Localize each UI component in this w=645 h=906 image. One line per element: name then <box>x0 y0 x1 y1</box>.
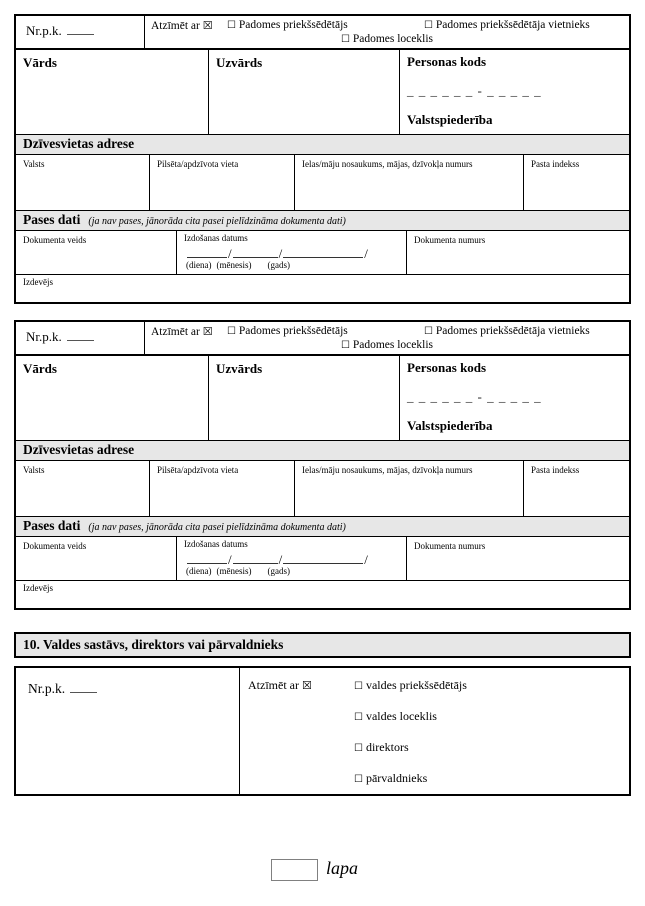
checkbox-icon[interactable]: ☐ <box>340 34 350 45</box>
council-member-block-2 <box>14 320 631 610</box>
role-option-board-member[interactable] <box>354 709 467 740</box>
checkbox-icon[interactable]: ☐ <box>227 20 236 31</box>
issuer-label: Izdevējs <box>23 277 53 287</box>
city-field[interactable] <box>150 155 295 210</box>
role-label: valdes loceklis <box>365 709 437 723</box>
page-number-box[interactable] <box>271 859 318 881</box>
name-row <box>16 356 629 441</box>
role-option-member[interactable] <box>145 339 629 351</box>
passport-note: (ja nav pases, jānorāda cita pasei pielīdzināma dokumenta dati) <box>88 216 346 227</box>
passport-section-header <box>16 517 629 537</box>
mark-with-text: Atzīmēt ar <box>151 326 200 338</box>
nr-pk-blank[interactable] <box>70 681 97 693</box>
city-label: Pilsēta/apdzīvota vieta <box>157 159 239 169</box>
section-10-block <box>14 666 631 796</box>
first-name-field[interactable] <box>16 50 209 134</box>
first-name-field[interactable] <box>16 356 209 440</box>
citizenship-label: Valstspiederība <box>407 112 493 127</box>
month-blank[interactable] <box>233 247 278 258</box>
role-option-manager[interactable] <box>354 771 467 802</box>
role-option-director[interactable] <box>354 740 467 771</box>
mark-with-label <box>151 19 213 32</box>
role-option-member[interactable] <box>145 33 629 45</box>
date-slash: / <box>278 552 283 567</box>
last-name-field[interactable] <box>209 50 400 134</box>
first-name-label: Vārds <box>23 55 57 70</box>
issue-date-field[interactable] <box>177 537 407 580</box>
mark-with-label <box>151 325 213 338</box>
street-field[interactable] <box>295 461 524 516</box>
checked-box-icon: ☒ <box>202 19 213 32</box>
address-section-header: Dzīvesvietas adrese <box>16 441 629 461</box>
council-member-block-1 <box>14 14 631 304</box>
nr-pk-cell <box>16 16 145 48</box>
role-label: pārvaldnieks <box>365 771 428 785</box>
nr-pk-label: Nr.p.k. <box>26 23 62 38</box>
passport-title: Pases dati <box>23 518 81 533</box>
passport-title: Pases dati <box>23 212 81 227</box>
postal-code-field[interactable] <box>524 155 629 210</box>
nr-pk-cell <box>16 668 240 794</box>
day-label: (diena) <box>186 260 212 270</box>
mark-with-text: Atzīmēt ar <box>248 678 299 692</box>
name-row <box>16 50 629 135</box>
street-field[interactable] <box>295 155 524 210</box>
passport-note: (ja nav pases, jānorāda cita pasei pielīdzināma dokumenta dati) <box>88 522 346 533</box>
year-label: (gads) <box>267 566 290 576</box>
checkbox-icon[interactable]: ☐ <box>354 681 363 692</box>
year-label: (gads) <box>267 260 290 270</box>
role-option-vice-chairman[interactable] <box>424 325 590 337</box>
day-label: (diena) <box>186 566 212 576</box>
mark-with-label <box>248 678 312 693</box>
issuer-label: Izdevējs <box>23 583 53 593</box>
role-option-vice-chairman[interactable] <box>424 19 590 31</box>
year-blank[interactable] <box>283 247 363 258</box>
personal-code-blank[interactable]: _ _ _ _ _ _ - _ _ _ _ _ <box>407 389 542 404</box>
role-label: Padomes priekšsēdētājs <box>238 19 348 31</box>
role-option-chairman[interactable] <box>227 19 348 31</box>
document-type-field[interactable] <box>16 231 177 274</box>
member-header-row <box>16 16 629 50</box>
citizenship-label: Valstspiederība <box>407 418 493 433</box>
nr-pk-label: Nr.p.k. <box>28 681 66 696</box>
postal-code-label: Pasta indekss <box>531 465 580 475</box>
last-name-label: Uzvārds <box>216 55 263 70</box>
nr-pk-cell <box>16 322 145 354</box>
role-checkbox-cell <box>145 16 629 48</box>
issue-date-field[interactable] <box>177 231 407 274</box>
personal-code-label: Personas kods <box>407 54 487 69</box>
personal-code-blank[interactable]: _ _ _ _ _ _ - _ _ _ _ _ <box>407 83 542 98</box>
document-type-field[interactable] <box>16 537 177 580</box>
document-number-label: Dokumenta numurs <box>414 235 486 245</box>
last-name-field[interactable] <box>209 356 400 440</box>
passport-row <box>16 537 629 581</box>
address-row <box>16 155 629 211</box>
address-row <box>16 461 629 517</box>
section-10-title: 10. Valdes sastāvs, direktors vai pārvaldnieks <box>14 632 631 658</box>
month-label: (mēnesis) <box>216 566 252 576</box>
role-checkbox-cell <box>240 668 629 794</box>
day-blank[interactable] <box>187 553 227 564</box>
nr-pk-blank[interactable] <box>67 23 94 35</box>
checkbox-icon[interactable]: ☐ <box>227 326 236 337</box>
passport-row <box>16 231 629 275</box>
role-option-chairman[interactable] <box>227 325 348 337</box>
first-name-label: Vārds <box>23 361 57 376</box>
role-options-list <box>354 678 467 802</box>
issue-date-label: Izdošanas datums <box>184 539 248 549</box>
issuer-field[interactable] <box>16 275 629 302</box>
document-type-label: Dokumenta veids <box>23 541 87 551</box>
role-label: Padomes priekšsēdētāja vietnieks <box>435 19 590 31</box>
month-blank[interactable] <box>233 553 278 564</box>
document-number-field[interactable] <box>407 537 629 580</box>
city-label: Pilsēta/apdzīvota vieta <box>157 465 239 475</box>
month-label: (mēnesis) <box>216 260 252 270</box>
date-slash: / <box>364 552 368 567</box>
page-label: lapa <box>326 858 359 878</box>
checkbox-icon[interactable]: ☐ <box>424 20 433 31</box>
document-number-field[interactable] <box>407 231 629 274</box>
street-label: Ielas/māju nosaukums, mājas, dzīvokļa numurs <box>302 465 473 475</box>
checkbox-icon[interactable]: ☐ <box>354 774 363 785</box>
checkbox-icon[interactable]: ☐ <box>340 340 350 351</box>
city-field[interactable] <box>150 461 295 516</box>
personal-code-field[interactable] <box>400 356 629 440</box>
last-name-label: Uzvārds <box>216 361 263 376</box>
day-blank[interactable] <box>187 247 227 258</box>
checked-box-icon: ☒ <box>202 325 213 338</box>
personal-code-field[interactable] <box>400 50 629 134</box>
address-section-header: Dzīvesvietas adrese <box>16 135 629 155</box>
checkbox-icon[interactable]: ☐ <box>424 326 433 337</box>
country-label: Valsts <box>23 159 45 169</box>
country-field[interactable] <box>16 155 150 210</box>
member-header-row <box>16 322 629 356</box>
country-field[interactable] <box>16 461 150 516</box>
checkbox-icon[interactable]: ☐ <box>354 743 363 754</box>
date-slash: / <box>228 246 232 261</box>
street-label: Ielas/māju nosaukums, mājas, dzīvokļa numurs <box>302 159 473 169</box>
role-label: Padomes priekšsēdētājs <box>238 325 348 337</box>
personal-code-label: Personas kods <box>407 360 487 375</box>
year-blank[interactable] <box>283 553 363 564</box>
nr-pk-label: Nr.p.k. <box>26 329 62 344</box>
country-label: Valsts <box>23 465 45 475</box>
document-type-label: Dokumenta veids <box>23 235 87 245</box>
postal-code-field[interactable] <box>524 461 629 516</box>
date-slash: / <box>278 246 283 261</box>
role-label: direktors <box>365 740 409 754</box>
issue-date-label: Izdošanas datums <box>184 233 248 243</box>
role-label: Padomes priekšsēdētāja vietnieks <box>435 325 590 337</box>
checked-box-icon: ☒ <box>301 679 312 692</box>
role-label: Padomes loceklis <box>352 339 433 351</box>
checkbox-icon[interactable]: ☐ <box>354 712 363 723</box>
issuer-field[interactable] <box>16 581 629 608</box>
postal-code-label: Pasta indekss <box>531 159 580 169</box>
mark-with-text: Atzīmēt ar <box>151 20 200 32</box>
role-checkbox-cell <box>145 322 629 354</box>
passport-section-header <box>16 211 629 231</box>
role-label: Padomes loceklis <box>352 33 433 45</box>
date-slash: / <box>228 552 232 567</box>
role-label: valdes priekšsēdētājs <box>365 678 467 692</box>
nr-pk-blank[interactable] <box>67 329 94 341</box>
document-number-label: Dokumenta numurs <box>414 541 486 551</box>
role-option-board-chairman[interactable] <box>354 678 467 709</box>
date-slash: / <box>364 246 368 261</box>
